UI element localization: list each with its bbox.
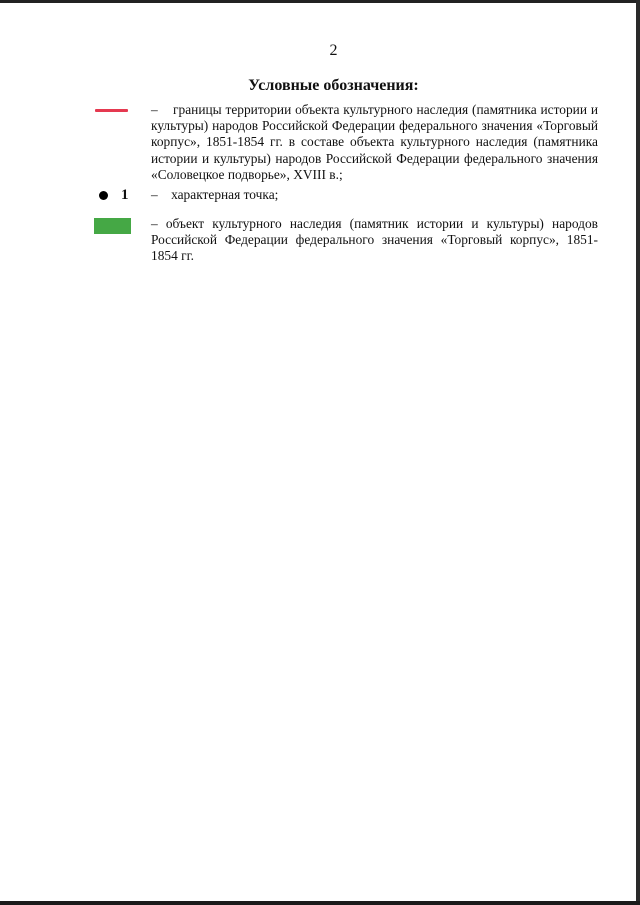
legend-item-object: [0, 216, 640, 264]
scan-border-top: [0, 0, 640, 3]
legend-item-point: [0, 186, 640, 206]
legend-point-description: [151, 187, 598, 203]
legend-dash: –: [151, 187, 158, 202]
legend-point-text: характерная точка;: [171, 187, 279, 202]
page-number: 2: [329, 42, 338, 59]
legend-heading: Условные обозначения:: [248, 77, 419, 94]
characteristic-point-symbol: [95, 186, 140, 204]
point-number-label: 1: [121, 187, 129, 203]
legend-object-text: объект культурного наследия (памятник истории и культуры) народов Российской Федерации федерального значения «Торговый корпус», 1851-1854 гг.: [151, 216, 598, 264]
legend-object-description: [151, 216, 598, 265]
legend-item-boundary: [0, 102, 640, 182]
legend-dash: –: [151, 216, 158, 231]
legend-boundary-description: [151, 102, 598, 183]
red-boundary-line-symbol: [95, 109, 128, 112]
green-object-fill-symbol: [94, 218, 131, 234]
legend-boundary-text: границы территории объекта культурного наследия (памятника истории и культуры) народов Российской Федерации федерального значения «Торговый корпус», 1851-1854 гг. в составе объекта культурного наследия (памятника истории и культуры) народов Российской Федерации федерального значения «Соловецкое подворье», XVIII в.;: [151, 102, 598, 182]
scan-border-bottom: [0, 901, 640, 905]
legend-dash: –: [151, 102, 158, 117]
black-dot-icon: [99, 191, 108, 200]
